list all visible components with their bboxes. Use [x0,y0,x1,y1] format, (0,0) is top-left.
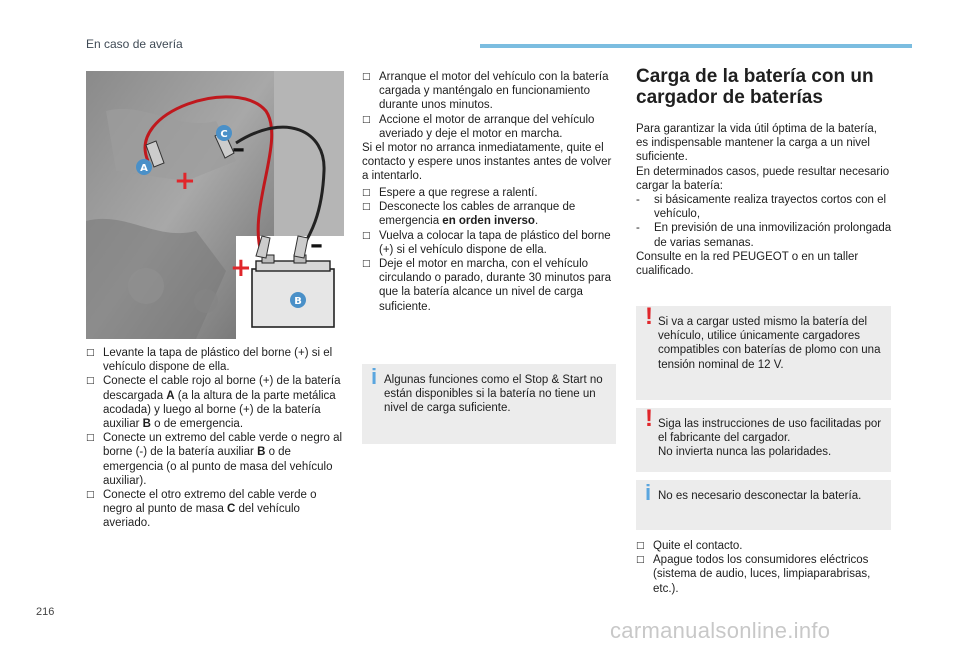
info-icon: i [645,480,652,505]
jump-start-illustration [86,71,344,339]
column-2-top [362,70,618,184]
label-c: C [220,129,228,140]
header-section-title: En caso de avería [86,37,183,51]
checkbox-bullet-icon: □ [86,376,95,387]
column-2-bottom [362,186,618,314]
engine-bay-illustration [86,71,344,339]
list-item: □ Vuelva a colocar la tapa de plástico del borne (+) si el vehículo dispone de ella. [362,229,611,256]
list-item: □ Deje el motor en marcha, con el vehículo circulando o parado, durante 30 minutos para que la batería alcance un nivel de carga suficiente. [362,258,612,313]
warning-icon: ! [645,405,653,432]
checkbox-bullet-icon: □ [86,490,95,501]
minus-sign-engine: – [232,134,245,164]
plus-sign-engine: + [174,166,196,196]
stop-start-info-note: i Algunas funciones como el Stop & Start no están disponibles si la batería no tiene un nivel de carga suficiente. [362,364,616,444]
charge-cases-list [636,193,892,250]
checkbox-bullet-icon: □ [636,555,645,566]
warning-icon: ! [645,303,653,330]
label-b: B [294,296,302,307]
list-item: □ Conecte un extremo del cable verde o negro al borne (-) de la batería auxiliar B o de emergencia (o al punto de masa del vehículo auxiliar). [86,432,343,487]
column-3-bottom [636,539,892,596]
list-item: □ Apague todos los consumidores eléctricos (sistema de audio, luces, limpiaparabrisas, etc.). [636,554,871,595]
watermark: carmanualsonline.info [610,618,831,643]
list-item: □ Levante la tapa de plástico del borne (+) si el vehículo dispone de ella. [86,347,333,374]
list-item: □ Desconecte los cables de arranque de emergencia en orden inverso. [362,201,576,228]
plus-sign-battery: + [230,253,252,283]
column-1 [86,346,348,531]
checkbox-bullet-icon: □ [362,230,371,241]
charger-warning-note: ! Si va a cargar usted mismo la batería del vehículo, utilice únicamente cargadores compatibles con baterías de plomo con una tensión nominal de 12 V. [636,306,891,400]
list-item: - En previsión de una inmovilización prolongada de varias semanas. [636,222,892,249]
checkbox-bullet-icon: □ [86,348,95,358]
header-bar [480,44,912,48]
checkbox-bullet-icon: □ [362,114,371,125]
section-title: Carga de la batería con un cargador de baterías [636,66,874,108]
polarity-warning-note: ! Siga las instrucciones de uso facilitadas por el fabricante del cargador. No invierta nunca las polaridades. [636,408,891,472]
list-item: □ Conecte el otro extremo del cable verde o negro al punto de masa C del vehículo averiado. [86,489,317,530]
column-3: Carga de la batería con un cargador de baterías Para garantizar la vida útil óptima de la batería, es indispensable mantener la carga a un nivel suficiente. En determinados casos, puede resultar necesario cargar la batería: - si básicamente realiza trayectos cortos con el vehículo, - En previsión de una inmovilización prolongada de varias semanas. Consulte en la red PEUGEOT o en un taller cualificado. [636,66,892,278]
list-item: □ Quite el contacto. [636,540,743,552]
list-item: □ Espere a que regrese a ralentí. [362,187,538,199]
checkbox-bullet-icon: □ [636,541,645,551]
page-number: 216 [36,606,55,618]
minus-sign-battery: – [310,230,323,260]
paragraph: Si el motor no arranca inmediatamente, quite el contacto y espere unos instantes antes de volver a intentarlo. [362,142,612,183]
checkbox-bullet-icon: □ [362,259,371,270]
connection-steps [86,346,348,531]
list-item: □ Arranque el motor del vehículo con la batería cargada y manténgalo en funcionamiento durante unos minutos. [362,71,609,112]
checkbox-bullet-icon: □ [86,433,95,444]
info-icon: i [371,364,378,389]
list-item: - si básicamente realiza trayectos cortos con el vehículo, [636,194,887,221]
disconnect-info-note: i No es necesario desconectar la batería. [636,480,891,530]
checkbox-bullet-icon: □ [362,202,371,213]
label-a: A [140,163,148,174]
checkbox-bullet-icon: □ [362,72,371,82]
checkbox-bullet-icon: □ [362,188,371,198]
list-item: □ Conecte el cable rojo al borne (+) de la batería descargada A (a la altura de la parte metálica acodada) y luego al borne (+) de la batería auxiliar B o de emergencia. [86,375,341,431]
list-item: □ Accione el motor de arranque del vehículo averiado y deje el motor en marcha. [362,113,595,140]
